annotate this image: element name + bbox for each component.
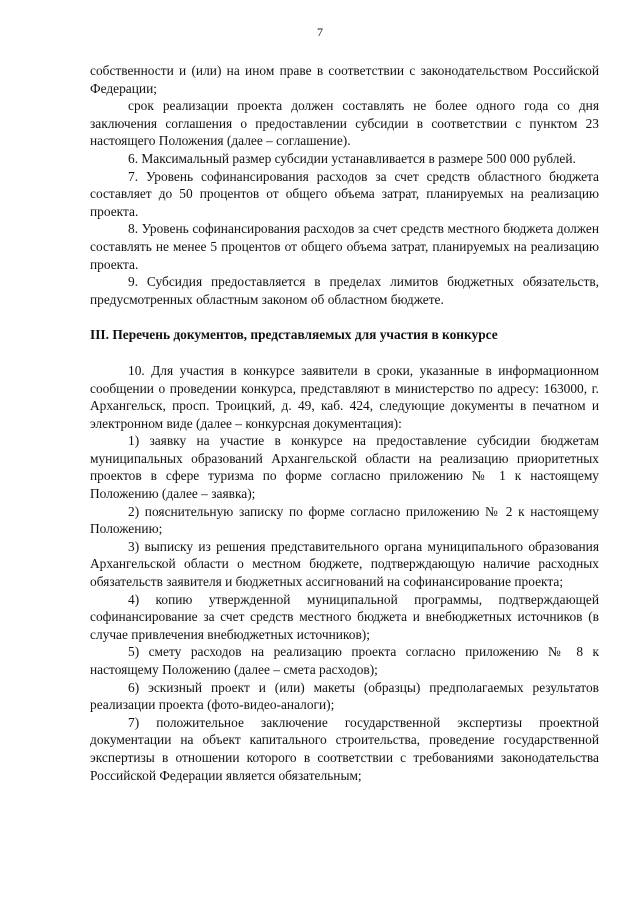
list-item: 3) выписку из решения представительного органа муниципального образования Архангельской области о местном бюджете, подтверждающую наличие расходных обязательств заявителя и бюджетных ассигнований на софинансирование проекта; — [90, 538, 599, 590]
paragraph: 6. Максимальный размер субсидии устанавливается в размере 500 000 рублей. — [128, 150, 576, 166]
list-item: 1) заявку на участие в конкурсе на предоставление субсидии бюджетам муниципальных образований Архангельской области на реализацию приоритетных проектов в сфере туризма по форме согласно приложению № 1 к настоящему Положению (далее – заявка); — [90, 433, 599, 502]
list-item: 4) копию утвержденной муниципальной программы, подтверждающей софинансирование за счет средств местного бюджета и внебюджетных источников (в случае привлечения внебюджетных источников); — [90, 591, 599, 642]
paragraph: 8. Уровень софинансирования расходов за счет средств местного бюджета должен составлять не менее 5 процентов от общего объема затрат, планируемых на реализацию проекта. — [90, 221, 599, 272]
page-number: 7 — [317, 25, 323, 39]
paragraph: 9. Субсидия предоставляется в пределах лимитов бюджетных обязательств, предусмотренных областным законом об областном бюджете. — [90, 274, 599, 307]
document-body — [90, 62, 599, 784]
paragraph: собственности и (или) на ином праве в соответствии с законодательством Российской Федерации; — [90, 63, 599, 96]
list-item: 7) положительное заключение государственной экспертизы проектной документации на объект капитального строительства, проведение государственной экспертизы в отношении которого в соответствии с требованиями законодательства Российской Федерации является обязательным; — [90, 714, 599, 783]
list-item: 6) эскизный проект и (или) макеты (образцы) предполагаемых результатов реализации проекта (фото-видео-аналоги); — [90, 679, 599, 713]
paragraph: 10. Для участия в конкурсе заявители в сроки, указанные в информационном сообщении о проведении конкурса, представляют в министерство по адресу: 163000, г. Архангельск, просп. Троицкий, д. 49, каб. 424, следующие документы в печатном и электронном виде (далее – конкурсная документация): — [90, 362, 599, 431]
list-item: 5) смету расходов на реализацию проекта согласно приложению № 8 к настоящему Положению (далее – смета расходов); — [90, 644, 599, 677]
section-heading: III. Перечень документов, представляемых для участия в конкурсе — [90, 327, 498, 343]
paragraph: срок реализации проекта должен составлять не более одного года со дня заключения соглашения о предоставлении субсидии в соответствии с пунктом 23 настоящего Положения (далее – соглашение). — [90, 98, 599, 149]
list-item: 2) пояснительную записку по форме согласно приложению № 2 к настоящему Положению; — [90, 503, 599, 537]
paragraph: 7. Уровень софинансирования расходов за счет средств областного бюджета составляет до 50 процентов от общего объема затрат, планируемых на реализацию проекта. — [90, 168, 599, 219]
